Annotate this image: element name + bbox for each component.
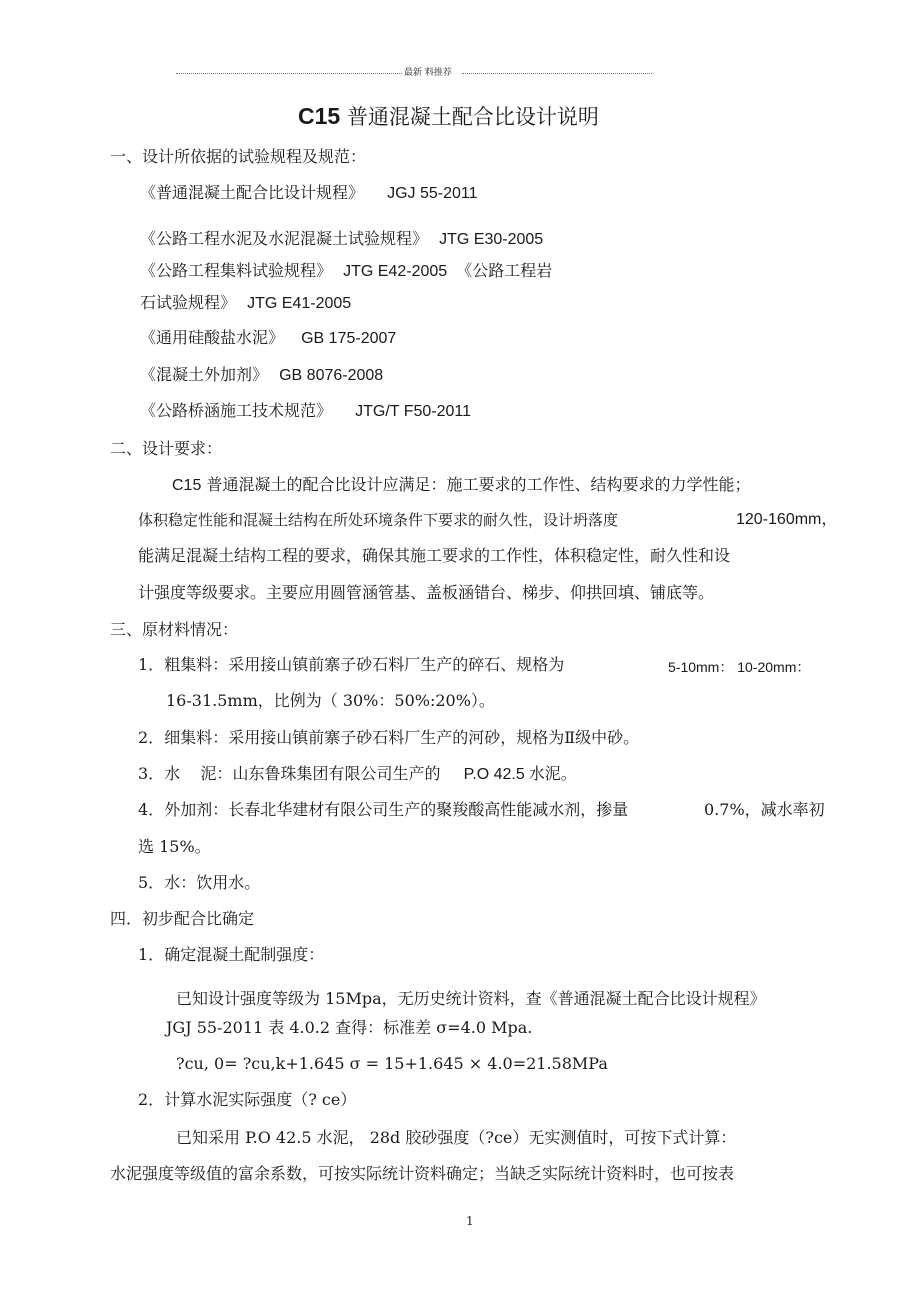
list-number: 2． — [138, 728, 165, 747]
ref-name: 《混凝土外加剂》 — [140, 365, 269, 384]
list-item — [138, 873, 260, 893]
header-text: 最新 料推荐 — [404, 68, 452, 78]
list-number: 4． — [138, 800, 165, 819]
list-number: 3． — [138, 764, 165, 783]
paragraph-line — [172, 475, 750, 496]
ref-code: JTG E42-2005 — [343, 263, 448, 280]
list-number: 1． — [138, 655, 165, 674]
page-header — [176, 66, 652, 80]
ref-name: 《通用硅酸盐水泥》 — [140, 328, 285, 347]
paragraph-line: 水泥强度等级值的富余系数，可按实际统计资料确定；当缺乏实际统计资料时，也可按表 — [110, 1164, 735, 1183]
list-text: 确定混凝土配制强度： — [164, 945, 325, 964]
list-text: 水 泥：山东鲁珠集团有限公司生产的 — [164, 764, 441, 783]
paragraph-line: 计强度等级要求。主要应用圆管涵管基、盖板涵错台、梯步、仰拱回填、铺底等。 — [138, 583, 715, 602]
list-continuation: 选 15%。 — [138, 837, 211, 856]
ref-code: JGJ 55-2011 — [387, 185, 478, 202]
section3-heading: 三、原材料情况： — [110, 620, 239, 639]
aggregate-sizes: 5-10mm： 10-20mm： — [668, 659, 811, 675]
list-number: 2． — [138, 1090, 165, 1109]
header-dotted-rule-left — [176, 73, 402, 74]
ref-code: GB 175-2007 — [301, 330, 397, 347]
section4-heading: 四．初步配合比确定 — [110, 909, 255, 928]
section2-heading: 二、设计要求： — [110, 439, 223, 458]
list-item — [138, 1090, 356, 1110]
paragraph-line: 已知采用 P.O 42.5 水泥， 28d 胶砂强度（?ce）无实测值时，可按下式计算： — [176, 1128, 737, 1147]
ref-code: JTG E41-2005 — [247, 295, 352, 312]
list-item — [138, 800, 628, 820]
list-number: 5． — [138, 873, 165, 892]
title-text: 普通混凝土配合比设计说明 — [346, 105, 599, 129]
ref-name: 《公路桥涵施工技术规范》 — [140, 401, 333, 420]
list-text: 计算水泥实际强度（? ce） — [164, 1090, 357, 1109]
paragraph-text: 普通混凝土的配合比设计应满足：施工要求的工作性、结构要求的力学性能； — [206, 475, 751, 494]
ref-item — [140, 229, 543, 250]
ref-name: 《普通混凝土配合比设计规程》 — [140, 183, 365, 202]
document-title — [298, 102, 599, 131]
ref-item — [140, 401, 471, 422]
admixture-dosage: 0.7%，减水率初 — [704, 800, 825, 819]
paragraph-line: JGJ 55-2011 表 4.0.2 查得：标准差 σ=4.0 Mpa. — [166, 1018, 533, 1037]
slump-value: 120-160mm， — [736, 511, 838, 528]
ref-code: JTG/T F50-2011 — [355, 403, 472, 420]
ref-item — [140, 183, 478, 204]
list-text: 粗集料：采用接山镇前寨子砂石料厂生产的碎石、规格为 — [164, 655, 565, 674]
header-dotted-rule-right — [462, 73, 652, 74]
list-text: 外加剂：长春北华建材有限公司生产的聚羧酸高性能减水剂，掺量 — [164, 800, 629, 819]
grade-label: C15 — [172, 477, 202, 494]
list-continuation: 16-31.5mm，比例为（ 30%：50%:20%）。 — [166, 691, 495, 710]
ref-name: 石试验规程》 — [140, 293, 237, 312]
ref-name: 《公路工程水泥及水泥混凝土试验规程》 — [140, 229, 429, 248]
ref-item — [140, 328, 396, 349]
list-item — [138, 728, 639, 748]
list-text: 细集料：采用接山镇前寨子砂石料厂生产的河砂，规格为Ⅱ级中砂。 — [164, 728, 640, 747]
ref-name: 《公路工程岩 — [456, 261, 553, 280]
paragraph-line: 已知设计强度等级为 15Mpa，无历史统计资料，查《普通混凝土配合比设计规程》 — [176, 989, 766, 1008]
list-item — [138, 655, 564, 675]
list-text: 水泥。 — [528, 764, 577, 783]
section1-heading: 一、设计所依据的试验规程及规范： — [110, 147, 367, 166]
paragraph-line: 体积稳定性能和混凝土结构在所处环境条件下要求的耐久性，设计坍落度 — [138, 511, 619, 529]
paragraph-line: 能满足混凝土结构工程的要求，确保其施工要求的工作性，体积稳定性，耐久性和设 — [138, 546, 731, 565]
list-text: 水：饮用水。 — [164, 873, 261, 892]
ref-item — [140, 365, 383, 386]
list-number: 1． — [138, 945, 165, 964]
page-number: 1 — [466, 1214, 474, 1228]
ref-code: GB 8076-2008 — [279, 367, 384, 384]
ref-item — [140, 261, 552, 282]
strength-formula: ?cu, 0= ?cu,k+1.645 σ = 15+1.645 × 4.0=21.58MPa — [176, 1054, 608, 1073]
ref-item — [140, 293, 351, 314]
title-prefix: C15 — [298, 103, 341, 129]
ref-code: JTG E30-2005 — [439, 231, 544, 248]
list-item — [138, 764, 577, 785]
cement-grade: P.O 42.5 — [463, 766, 525, 783]
ref-name: 《公路工程集料试验规程》 — [140, 261, 333, 280]
list-item — [138, 945, 324, 965]
